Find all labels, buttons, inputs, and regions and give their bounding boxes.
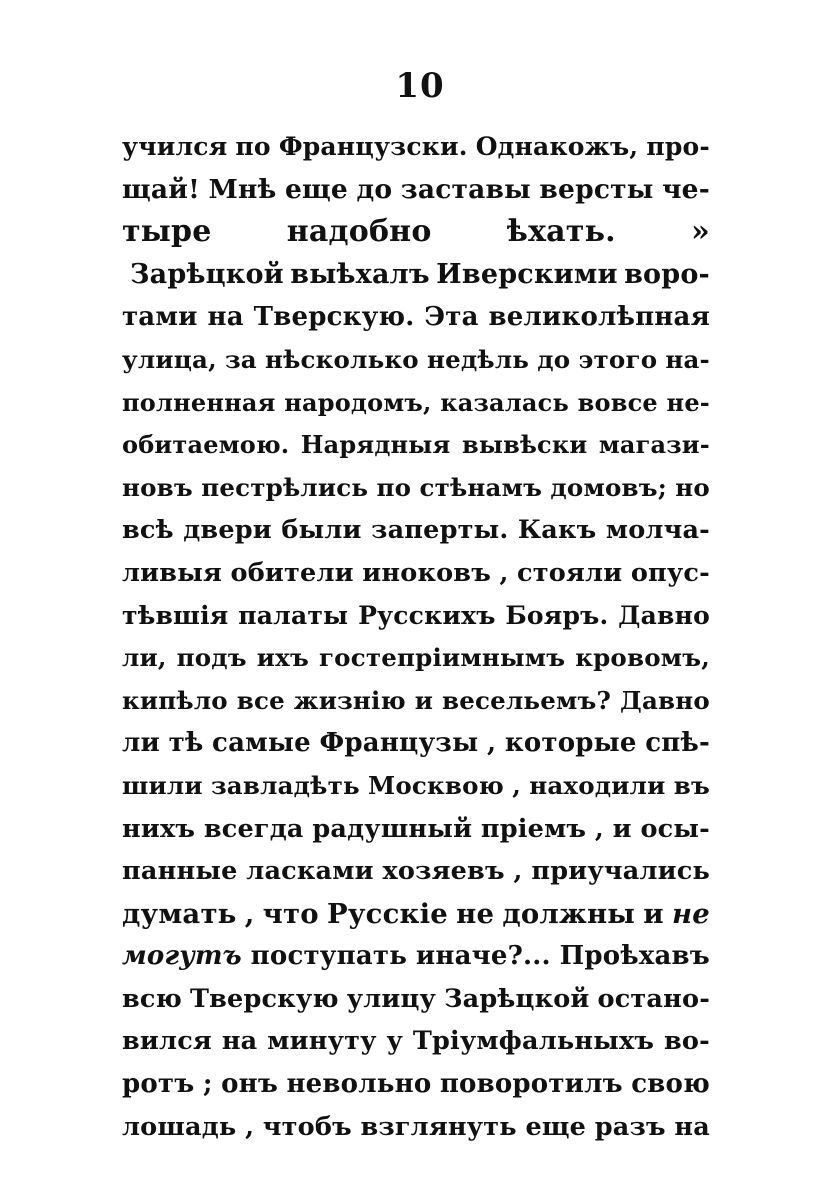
word: остано- — [597, 983, 710, 1014]
word: на- — [665, 344, 710, 374]
word: стояли — [517, 557, 623, 588]
word: улицу — [346, 983, 437, 1014]
body-text — [122, 126, 710, 1148]
word: вовсе — [577, 387, 658, 417]
word: нѣсколько — [264, 344, 419, 374]
word: Иверскими — [436, 258, 618, 290]
word: версты — [539, 173, 654, 205]
word: были — [281, 515, 362, 546]
word: невольно — [286, 1069, 432, 1100]
word: ли, — [122, 643, 167, 673]
word: которые — [504, 728, 637, 759]
word: до — [537, 344, 571, 374]
text-line — [122, 1020, 710, 1063]
word: полненная — [122, 387, 276, 417]
word: Зарѣцкой — [130, 258, 284, 290]
word: ѣхать. — [506, 214, 616, 250]
word: пестрѣлись — [201, 472, 369, 502]
word: воро- — [624, 258, 710, 290]
word: радушный — [312, 813, 473, 844]
word: все — [236, 685, 285, 715]
word: про- — [646, 132, 710, 161]
word: магази- — [598, 430, 710, 460]
word: , — [499, 557, 509, 588]
text-line — [122, 1106, 710, 1149]
word: вывѣски — [461, 430, 588, 460]
word: тѣвшія — [122, 600, 229, 630]
text-line — [122, 637, 710, 680]
word: за — [224, 344, 257, 374]
word: по — [235, 132, 271, 161]
text-line — [122, 254, 710, 297]
text-line — [122, 296, 710, 339]
word: Зарѣцкой — [444, 983, 590, 1014]
word: Русскіе — [326, 897, 448, 930]
word: самые — [212, 728, 311, 759]
word: минуту — [267, 1026, 377, 1057]
word: спѣ- — [645, 728, 710, 759]
word: щай! — [122, 173, 200, 205]
word: Французски. — [278, 132, 468, 161]
word: , — [245, 1111, 255, 1142]
word: жизнію — [293, 685, 406, 715]
word: , — [486, 728, 497, 759]
text-line — [122, 552, 710, 595]
word: что — [262, 897, 319, 930]
word: ротъ — [122, 1069, 195, 1100]
word: въ — [673, 770, 710, 800]
text-line — [122, 211, 710, 254]
word: вился — [122, 1026, 212, 1057]
word: опус- — [630, 557, 710, 588]
text-line — [122, 382, 710, 425]
word: учился — [122, 132, 228, 161]
word: заперты. — [371, 515, 509, 546]
text-line — [122, 935, 710, 978]
word: тами — [122, 302, 198, 333]
word: на — [207, 302, 244, 333]
word: не — [672, 897, 710, 930]
word: Проѣхавъ — [559, 941, 710, 972]
word: выѣхалъ — [290, 258, 430, 290]
word: во- — [664, 1026, 710, 1057]
word: великолѣпная — [488, 302, 710, 333]
word: ливыя — [122, 557, 223, 588]
word: Тверскую — [189, 983, 339, 1014]
word: нихъ — [122, 813, 196, 844]
word: осы- — [640, 813, 710, 844]
text-line — [122, 978, 710, 1021]
text-line — [122, 808, 710, 851]
word: должны — [502, 897, 636, 930]
text-line — [122, 722, 710, 765]
word: на — [674, 1111, 710, 1142]
word: Давно — [618, 600, 710, 630]
word: Тверскую. — [253, 302, 415, 333]
text-line — [122, 595, 710, 638]
text-line — [122, 126, 710, 169]
word: Эта — [424, 302, 479, 333]
word: Нарядныя — [300, 430, 451, 460]
word: и — [643, 897, 664, 930]
word: , — [512, 770, 521, 800]
word: по — [376, 472, 412, 502]
word: иначе?... — [415, 941, 551, 972]
word: поворотилъ — [439, 1069, 623, 1100]
word: стѣнамъ — [419, 472, 543, 502]
word: кипѣло — [122, 685, 228, 715]
word: панные — [122, 856, 238, 887]
word: этого — [578, 344, 658, 374]
word: ихъ — [256, 643, 309, 673]
word: приучались — [531, 856, 710, 887]
word: и — [414, 685, 434, 715]
word: лошадь — [122, 1111, 237, 1142]
word: на — [221, 1026, 258, 1057]
word: не — [456, 897, 495, 930]
word: Французы — [319, 728, 479, 759]
word: Какъ — [517, 515, 597, 546]
word: домовъ; — [550, 472, 667, 502]
word: подъ — [176, 643, 247, 673]
word: новъ — [122, 472, 193, 502]
word: кровомъ, — [575, 643, 710, 673]
text-line — [122, 467, 710, 510]
word: недѣль — [426, 344, 530, 374]
word: взглянуть — [360, 1111, 517, 1142]
word: ли — [122, 728, 161, 759]
text-line — [122, 169, 710, 212]
word: шили — [122, 770, 203, 800]
word: ласками — [246, 856, 374, 887]
text-line — [122, 850, 710, 893]
word: чтобъ — [262, 1111, 352, 1142]
word: , — [244, 897, 255, 930]
word: пріемъ — [480, 813, 587, 844]
word: тѣ — [168, 728, 204, 759]
word: еще — [525, 1111, 587, 1142]
word: обитаемою. — [122, 430, 290, 460]
word: молча- — [605, 515, 710, 546]
word: и — [612, 813, 632, 844]
word: свою — [631, 1069, 710, 1100]
word: двери — [183, 515, 272, 546]
text-line — [122, 509, 710, 552]
word: Москвою — [368, 770, 505, 800]
word: , — [513, 856, 523, 887]
word: находили — [529, 770, 666, 800]
word: до — [356, 173, 393, 205]
word: не- — [666, 387, 710, 417]
word: казалась — [440, 387, 569, 417]
word: хозяевъ — [382, 856, 505, 887]
word: тыре — [122, 214, 212, 250]
word: у — [386, 1026, 403, 1057]
word: че- — [662, 173, 710, 205]
word: всю — [122, 983, 182, 1014]
word: думать — [122, 897, 237, 930]
word: весельемъ? — [442, 685, 612, 715]
word: , — [594, 813, 604, 844]
word: палаты — [238, 600, 349, 630]
word: могутъ — [122, 941, 242, 972]
word: обители — [230, 557, 354, 588]
word: Бояръ. — [505, 600, 609, 630]
word: еще — [284, 173, 348, 205]
word: разъ — [594, 1111, 666, 1142]
word: надобно — [286, 214, 432, 250]
word: заставы — [400, 173, 531, 205]
word: всегда — [203, 813, 304, 844]
text-line — [122, 765, 710, 808]
word: Мнѣ — [208, 173, 277, 205]
word: поступать — [250, 941, 408, 972]
word: но — [675, 472, 710, 502]
word: Давно — [619, 685, 710, 715]
word: народомъ, — [284, 387, 432, 417]
word: всѣ — [122, 515, 174, 546]
word: гостепріимнымъ — [318, 643, 566, 673]
word: » — [691, 214, 710, 250]
word: онъ — [221, 1069, 278, 1100]
text-line — [122, 680, 710, 723]
text-line — [122, 339, 710, 382]
text-line — [122, 424, 710, 467]
word: завладѣть — [210, 770, 360, 800]
word: Однакожъ, — [475, 132, 639, 161]
word: Русскихъ — [358, 600, 496, 630]
word: ; — [202, 1069, 213, 1100]
word: иноковъ — [362, 557, 491, 588]
text-line — [122, 1063, 710, 1106]
page-number: 10 — [395, 66, 445, 106]
text-line — [122, 893, 710, 936]
word: улица, — [122, 344, 217, 374]
word: Тріумфальныхъ — [412, 1026, 655, 1057]
